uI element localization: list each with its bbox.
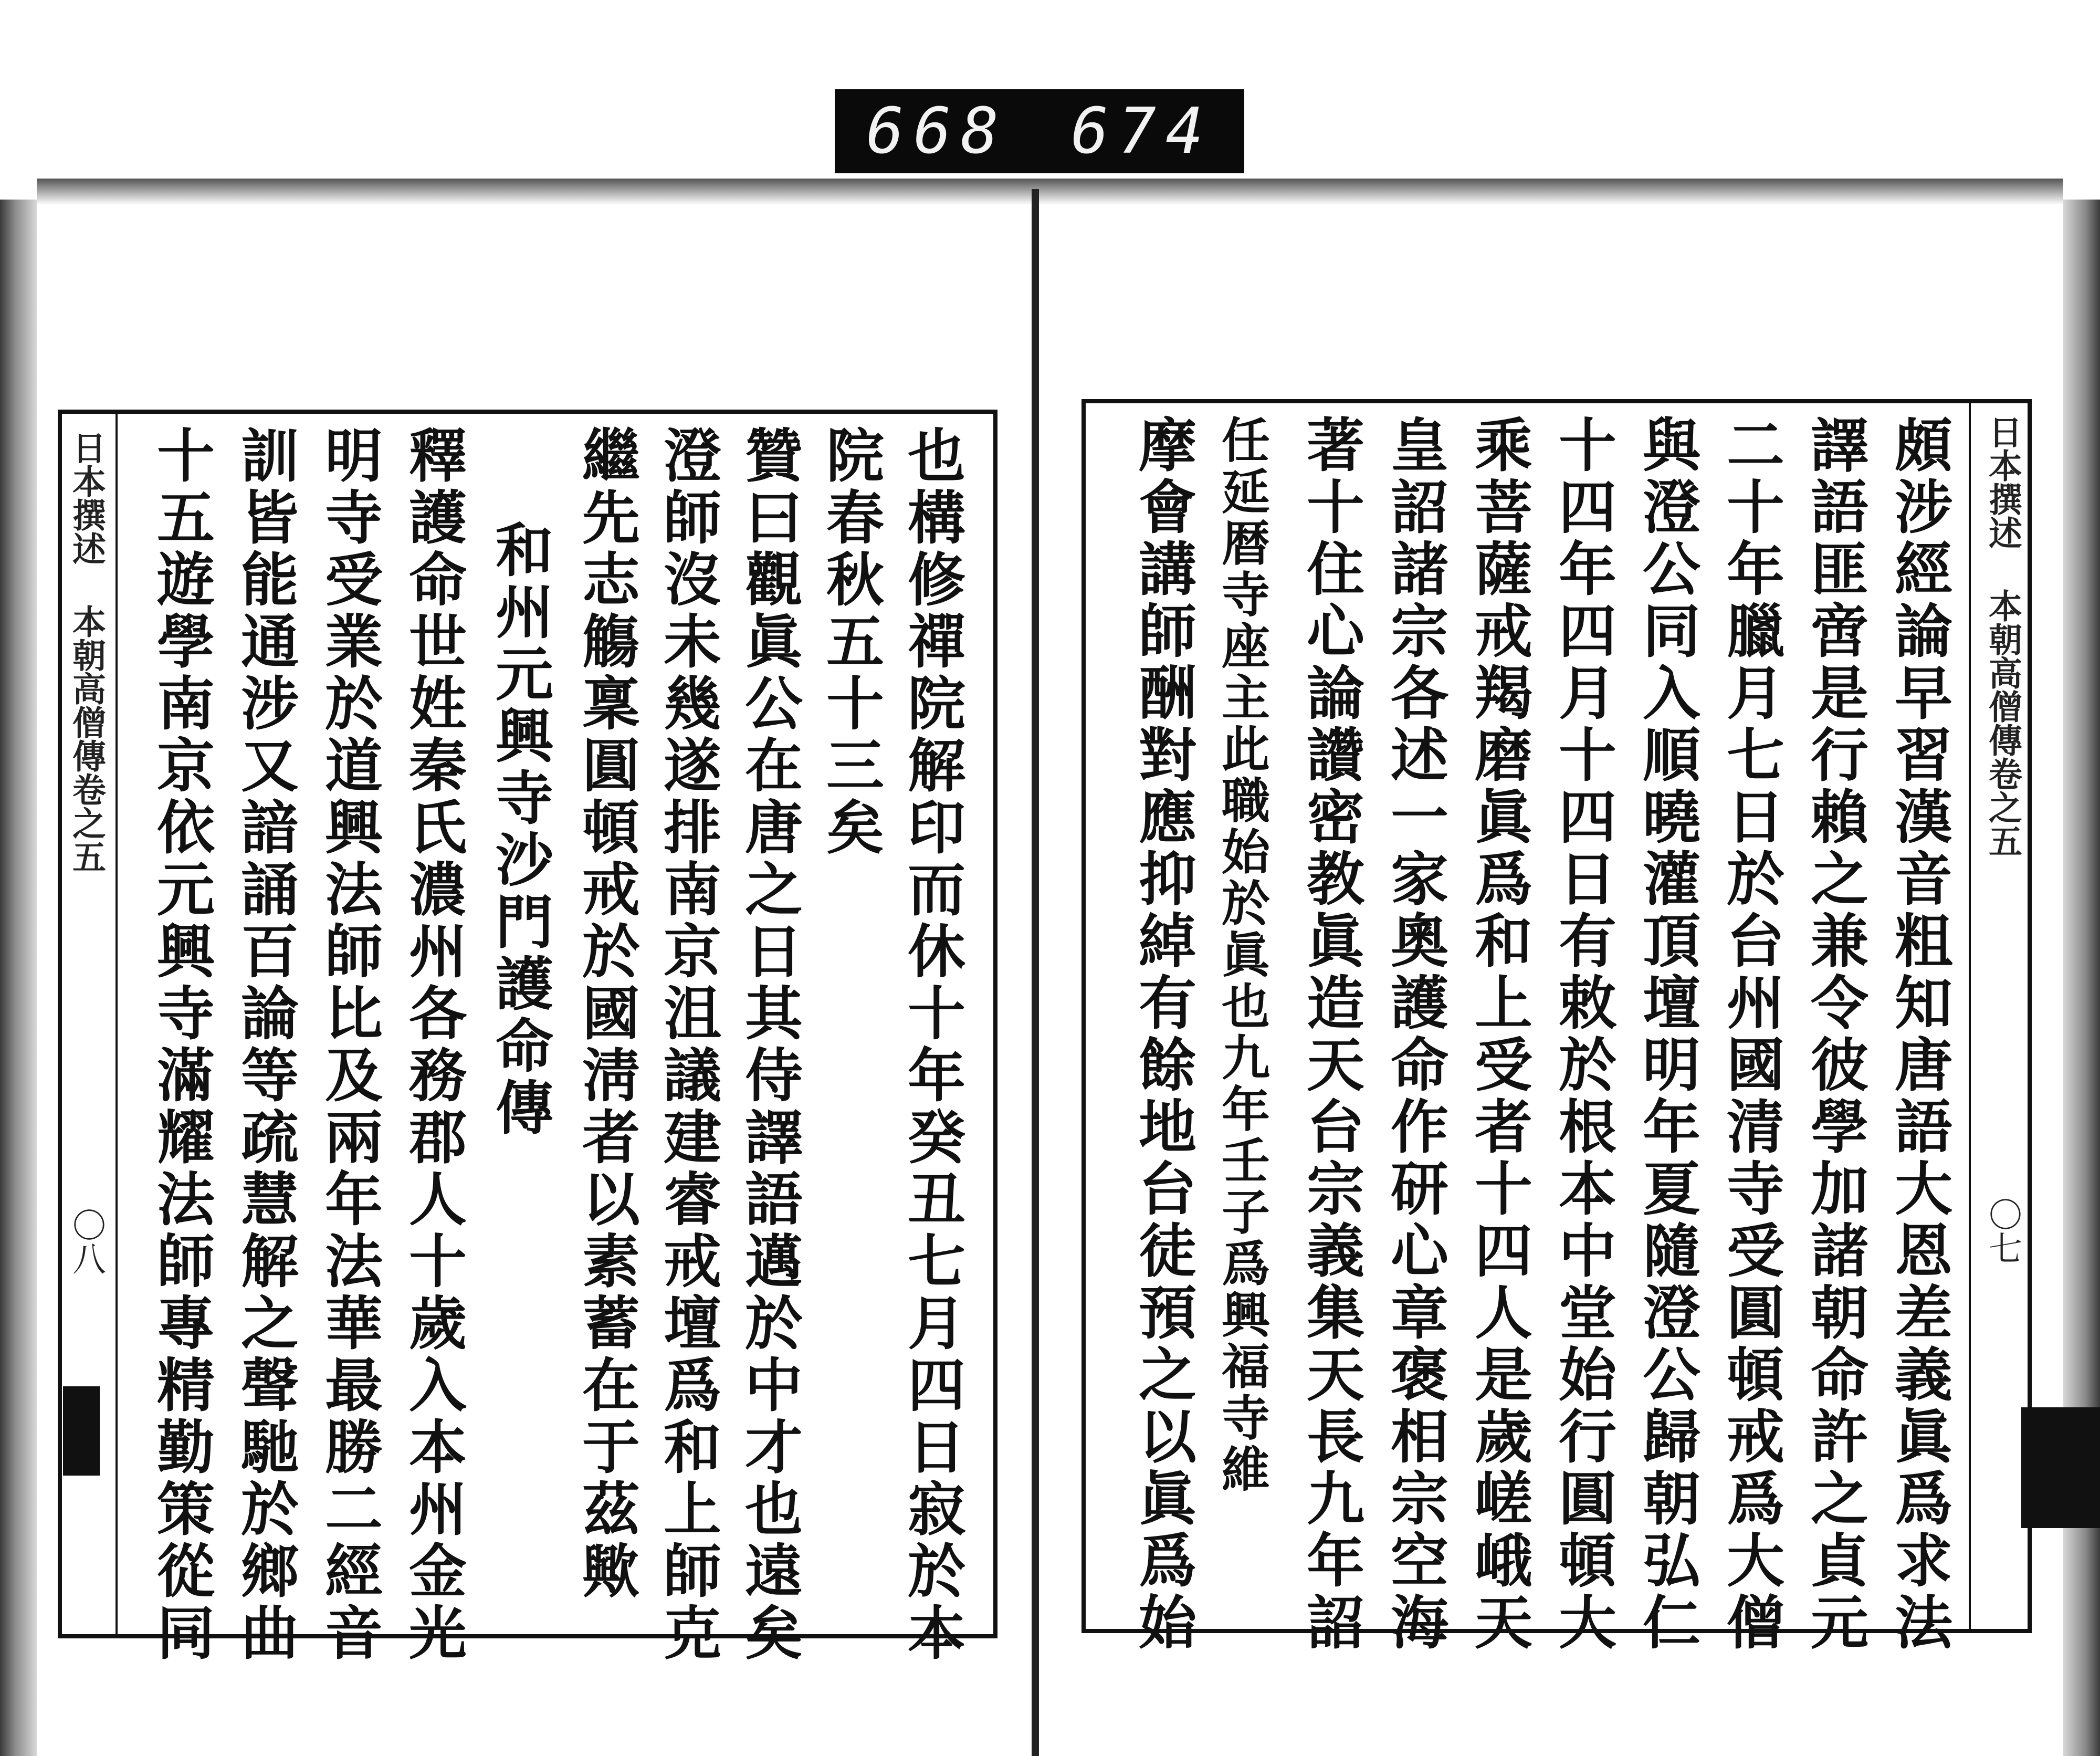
right-col-1: 頗涉經論早習漢音粗知唐語大恩差義眞爲求法 (1885, 415, 1953, 1654)
right-col-10: 摩會講師酬對應抑綽有餘地台徒預之以眞爲始 (1129, 415, 1197, 1654)
right-margin-rule (1969, 399, 1971, 1633)
left-margin-rule (116, 410, 118, 1638)
index-tab-right (2021, 1407, 2100, 1528)
right-col-8: 著十住心論讚密教眞造天台宗義集天長九年詔 (1297, 415, 1365, 1654)
book-spine (1032, 189, 1039, 1756)
label-left-number: 668 (866, 95, 1009, 168)
left-col-8: 明寺受業於道興法師比及兩年法華最勝二經音 (316, 425, 383, 1665)
right-col-3: 二十年臘月七日於台州國清寺受圓頓戒爲大僧 (1717, 415, 1785, 1654)
page-number-label (835, 89, 1244, 173)
right-col-9: 任延暦寺座主此職始於眞也九年壬子爲興福寺維 (1214, 415, 1270, 1496)
right-col-5: 十四年四月十四日有敕於根本中堂始行圓頓大 (1549, 415, 1617, 1654)
left-margin-title: 日本撰述 本朝高僧傳卷之五 (67, 431, 106, 873)
right-col-2: 譯語匪啻是行賴之兼令彼學加諸朝命許之貞元 (1801, 415, 1869, 1654)
left-col-1: 也構修禪院解印而休十年癸丑七月四日寂於本 (898, 425, 966, 1665)
left-col-9: 訓皆能通涉又諳誦百論等疏慧解之聲馳於鄉曲 (232, 425, 299, 1665)
left-col-5: 繼先志觴稟圓頓戒於國淸者以素蓄在于茲歟 (573, 425, 640, 1603)
right-col-7: 皇詔諸宗各述一家奧護命作研心章褒相宗空海 (1381, 415, 1449, 1654)
scan-shadow-top (37, 179, 2063, 205)
right-col-6: 乘菩薩戒羯磨眞爲和上受者十四人是歲嵯峨天 (1465, 415, 1533, 1654)
left-col-4: 澄師沒未幾遂排南京沮議建睿戒壇爲和上師克 (654, 425, 722, 1665)
scan-edge-left (0, 200, 37, 1756)
right-margin-title: 日本撰述 本朝高僧傳卷之五 (1983, 415, 2022, 858)
left-col-10: 十五遊學南京依元興寺滿耀法師專精勤策從同 (148, 425, 215, 1665)
right-col-4: 與澄公同入順曉灌頂壇明年夏隨澄公歸朝弘仁 (1633, 415, 1701, 1654)
left-col-2: 院春秋五十三矣 (817, 425, 885, 859)
left-col-7: 釋護命世姓秦氏濃州各務郡人十歲入本州金光 (400, 425, 467, 1665)
left-page-number: 〇八 (67, 1208, 106, 1275)
right-page-number: 〇七 (1983, 1197, 2022, 1264)
label-right-number: 674 (1070, 95, 1213, 168)
left-col-6-heading: 和州元興寺沙門護命傳 (486, 520, 554, 1140)
left-col-3: 贊曰觀眞公在唐之日其侍譯語邁於中才也遠矣 (736, 425, 803, 1665)
